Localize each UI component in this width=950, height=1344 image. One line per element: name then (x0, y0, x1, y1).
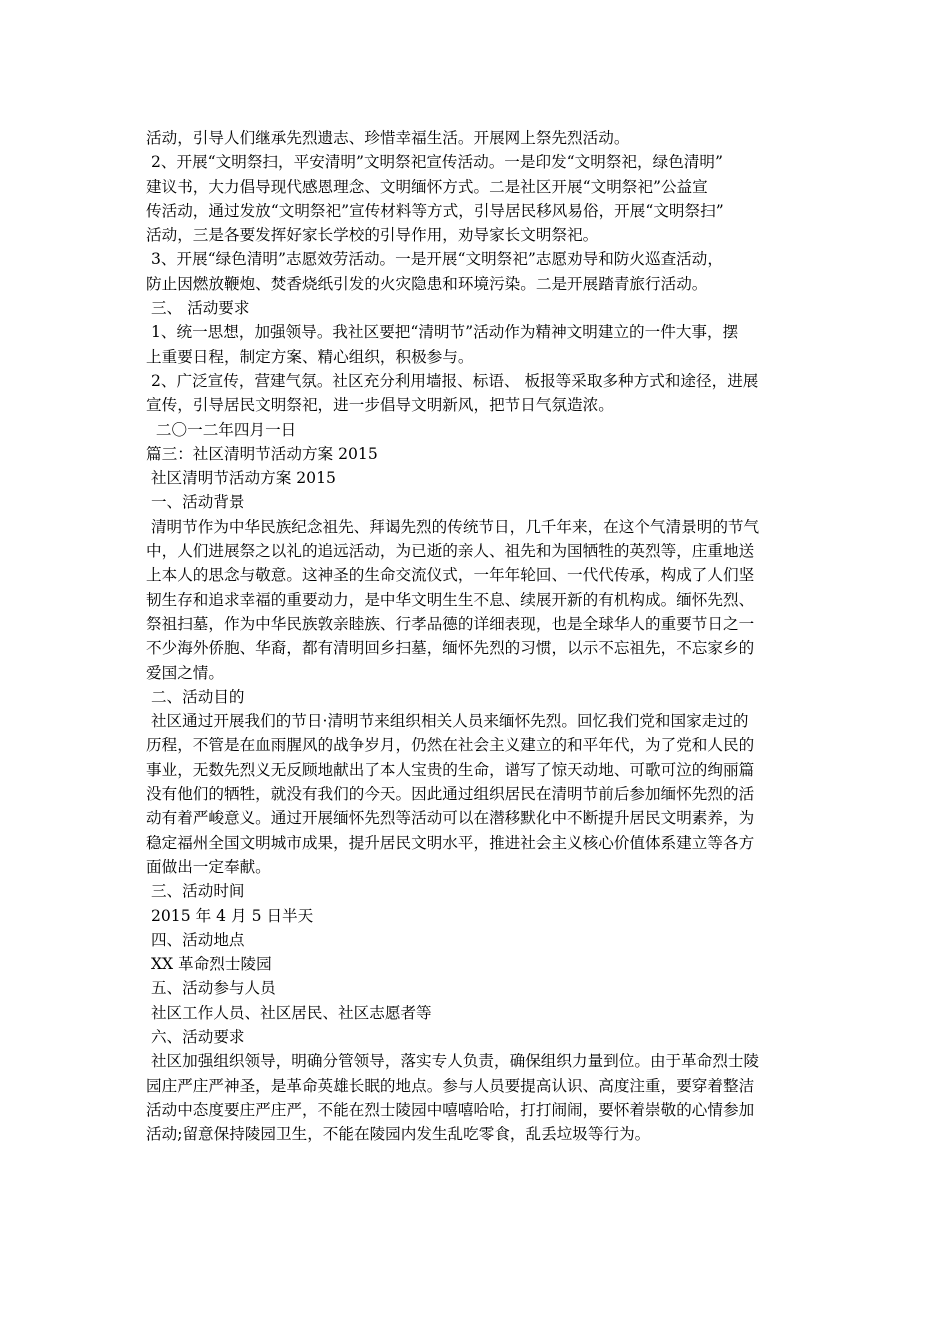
text-line: 中，人们进展祭之以礼的追远活动，为已逝的亲人、祖先和为国牺牲的英烈等，庄重地送 (146, 542, 755, 561)
section-heading: 六、活动要求 (146, 1027, 245, 1046)
text-line: 社区工作人员、社区居民、社区志愿者等 (146, 1003, 432, 1022)
text-line: 2、广泛宣传，营建气氛。社区充分利用墙报、标语、 板报等采取多种方式和途径，进展 (146, 371, 759, 390)
text-line: 没有他们的牺牲，就没有我们的今天。因此通过组织居民在清明节前后参加缅怀先烈的活 (146, 785, 755, 804)
text-line: 活动，三是各要发挥好家长学校的引导作用，劝导家长文明祭祀。 (146, 226, 599, 245)
text-line: 建议书，大力倡导现代感恩理念、文明缅怀方式。二是社区开展“文明祭祀”公益宣 (146, 177, 708, 196)
text-line: 社区加强组织领导，明确分管领导，落实专人负责，确保组织力量到位。由于革命烈士陵 (146, 1052, 760, 1071)
text-line: 动有着严峻意义。通过开展缅怀先烈等活动可以在潜移默化中不断提升居民文明素养，为 (146, 809, 755, 828)
text-line: 上本人的思念与敬意。这神圣的生命交流仪式，一年年轮回、一代代传承，构成了人们坚 (146, 566, 755, 585)
section-heading: 四、活动地点 (146, 930, 245, 949)
text-line: 爱国之情。 (146, 663, 224, 682)
section-heading: 三、活动时间 (146, 882, 245, 901)
text-line: 活动，引导人们继承先烈遗志、珍惜幸福生活。开展网上祭先烈活动。 (146, 129, 630, 147)
text-line: 不少海外侨胞、华裔，都有清明回乡扫墓，缅怀先烈的习惯，以示不忘祖先，不忘家乡的 (146, 639, 755, 658)
text-line: 上重要日程，制定方案、精心组织，积极参与。 (146, 347, 474, 366)
text-line: 防止因燃放鞭炮、焚香烧纸引发的火灾隐患和环境污染。二是开展踏青旅行活动。 (146, 274, 708, 293)
text-line: 宣传，引导居民文明祭祀，进一步倡导文明新风，把节日气氛造浓。 (146, 396, 614, 415)
text-line: 1、统一思想，加强领导。我社区要把“清明节”活动作为精神文明建立的一件大事，摆 (146, 323, 739, 342)
text-line: 事业，无数先烈义无反顾地献出了本人宝贵的生命，谱写了惊天动地、可歌可泣的绚丽篇 (146, 760, 755, 779)
article-title: 篇三：社区清明节活动方案 2015 (146, 444, 378, 463)
text-line: 传活动，通过发放“文明祭祀”宣传材料等方式，引导居民移风易俗，开展“文明祭扫” (146, 201, 724, 220)
text-line: 2015 年 4 月 5 日半天 (146, 906, 314, 925)
article-subtitle: 社区清明节活动方案 2015 (146, 469, 336, 488)
text-line: 清明节作为中华民族纪念祖先、拜谒先烈的传统节日，几千年来，在这个气清景明的节气 (146, 517, 760, 536)
text-line: 稳定福州全国文明城市成果，提升居民文明水平，推进社会主义核心价值体系建立等各方 (146, 833, 755, 852)
section-heading: 一、活动背景 (146, 493, 245, 512)
text-line: 活动中态度要庄严庄严，不能在烈士陵园中嘻嘻哈哈，打打闹闹，要怀着崇敬的心情参加 (146, 1100, 755, 1119)
text-line: 历程，不管是在血雨腥风的战争岁月，仍然在社会主义建立的和平年代，为了党和人民的 (146, 736, 755, 755)
section-heading: 五、活动参与人员 (146, 979, 276, 998)
text-line: 3、开展“绿色清明”志愿效劳活动。一是开展“文明祭祀”志愿劝导和防火巡查活动， (146, 250, 723, 269)
text-line: 活动;留意保持陵园卫生，不能在陵园内发生乱吃零食，乱丢垃圾等行为。 (146, 1125, 651, 1144)
text-line: 面做出一定奉献。 (146, 857, 271, 876)
text-line: 祭祖扫墓，作为中华民族敦亲睦族、行孝品德的详细表现，也是全球华人的重要节日之一 (146, 614, 755, 633)
section-heading: 二、活动目的 (146, 687, 245, 706)
section-heading: 三、 活动要求 (146, 299, 250, 318)
text-line: 韧生存和追求幸福的重要动力，是中华文明生生不息、续展开新的有机构成。缅怀先烈、 (146, 590, 755, 609)
text-line: 2、开展“文明祭扫，平安清明”文明祭祀宣传活动。一是印发“文明祭祀，绿色清明” (146, 153, 723, 172)
text-line: 社区通过开展我们的节日·清明节来组织相关人员来缅怀先烈。回忆我们党和国家走过的 (146, 712, 749, 731)
document-body (146, 126, 810, 1146)
text-line: 园庄严庄严神圣，是革命英雄长眠的地点。参与人员要提高认识、高度注重，要穿着整洁 (146, 1076, 755, 1095)
date-line: 二〇一二年四月一日 (146, 420, 297, 439)
text-line: XX 革命烈士陵园 (146, 955, 272, 974)
